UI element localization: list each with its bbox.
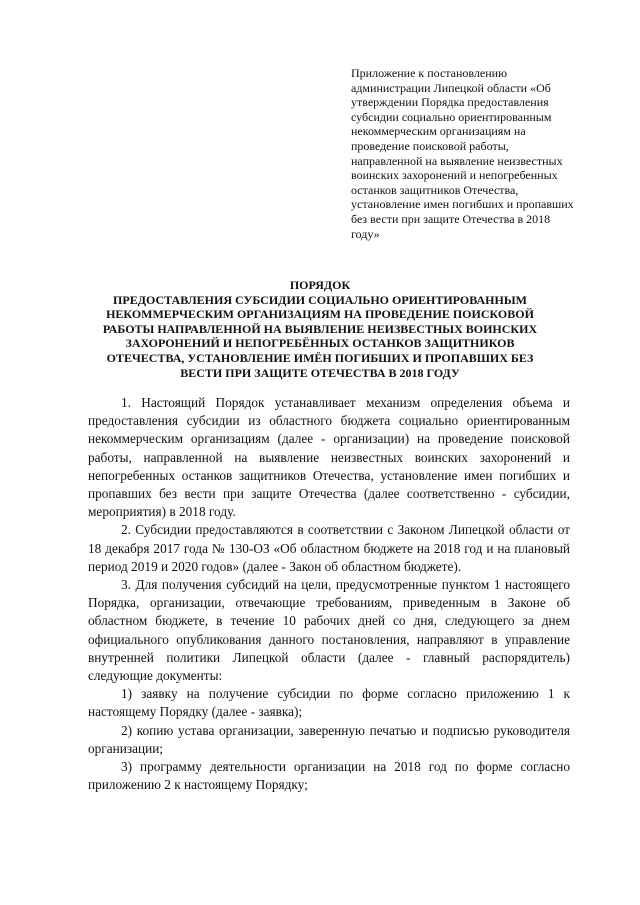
title-line: ВЕСТИ ПРИ ЗАЩИТЕ ОТЕЧЕСТВА В 2018 ГОДУ bbox=[180, 365, 460, 380]
document-body bbox=[88, 394, 570, 794]
appendix-line: Приложение к постановлению bbox=[351, 66, 508, 80]
title-heading: ПОРЯДОК bbox=[289, 278, 351, 292]
appendix-line: утверждении Порядка предоставления bbox=[351, 95, 549, 110]
title-line: ОТЕЧЕСТВА, УСТАНОВЛЕНИЕ ИМЁН ПОГИБШИХ И ПРОПАВШИХ БЕЗ bbox=[106, 350, 534, 365]
appendix-line: проведение поисковой работы, bbox=[351, 138, 509, 153]
list-item: 3) программу деятельности организации на 2018 год по форме согласно приложению 2 к настоящему Порядку; bbox=[88, 759, 570, 793]
appendix-line: администрации Липецкой области «Об bbox=[351, 80, 551, 95]
title-line: НЕКОММЕРЧЕСКИМ ОРГАНИЗАЦИЯМ НА ПРОВЕДЕНИЕ ПОИСКОВОЙ bbox=[106, 307, 534, 322]
list-item: 2) копию устава организации, заверенную печатью и подписью руководителя организации; bbox=[88, 722, 570, 756]
appendix-line: воинских захоронений и непогребенных bbox=[351, 168, 558, 183]
appendix-line: направленной на выявление неизвестных bbox=[351, 153, 563, 168]
appendix-line: останков защитников Отечества, bbox=[351, 182, 519, 197]
paragraph: 2. Субсидии предоставляются в соответствии с Законом Липецкой области от 18 декабря 2017 года № 130-ОЗ «Об областном бюджете на 2018 год и на плановый период 2019 и 2020 годов» (далее - Закон об областном бюджете). bbox=[88, 522, 570, 574]
title-line: ЗАХОРОНЕНИЙ И НЕПОГРЕБЁННЫХ ОСТАНКОВ ЗАЩИТНИКОВ bbox=[125, 336, 515, 351]
appendix-line: субсидии социально ориентированным bbox=[351, 109, 552, 124]
appendix-line: некоммерческим организациям на bbox=[351, 124, 526, 139]
title-line: РАБОТЫ НАПРАВЛЕННОЙ НА ВЫЯВЛЕНИЕ НЕИЗВЕСТНЫХ ВОИНСКИХ bbox=[102, 321, 538, 336]
document-title bbox=[95, 278, 545, 380]
title-line: ПРЕДОСТАВЛЕНИЯ СУБСИДИИ СОЦИАЛЬНО ОРИЕНТИРОВАННЫМ bbox=[113, 292, 527, 307]
appendix-line: без вести при защите Отечества в 2018 bbox=[351, 211, 551, 226]
appendix-line: установление имен погибших и пропавших bbox=[351, 197, 574, 212]
appendix-line: году» bbox=[351, 226, 380, 241]
paragraph: 3. Для получения субсидий на цели, предусмотренные пунктом 1 настоящего Порядка, организации, отвечающие требованиям, приведенным в Законе об областном бюджете, в течение 10 рабочих дней со дня, следующего за днем официального опубликования данного постановления, направляют в управление внутренней политики Липецкой области (далее - главный распорядитель) следующие документы: bbox=[88, 577, 570, 684]
paragraph: 1. Настоящий Порядок устанавливает механизм определения объема и предоставления субсидии из областного бюджета социально ориентированным некоммерческим организациям (далее - организации) на проведение поисковой работы, направленной на выявление неизвестных воинских захоронений и непогребенных останков защитников Отечества, установление имен погибших и пропавших без вести при защите Отечества (далее соответственно - субсидии, мероприятия) в 2018 году. bbox=[88, 395, 570, 520]
list-item: 1) заявку на получение субсидии по форме согласно приложению 1 к настоящему Порядку (далее - заявка); bbox=[88, 686, 570, 720]
appendix-note bbox=[351, 66, 583, 241]
